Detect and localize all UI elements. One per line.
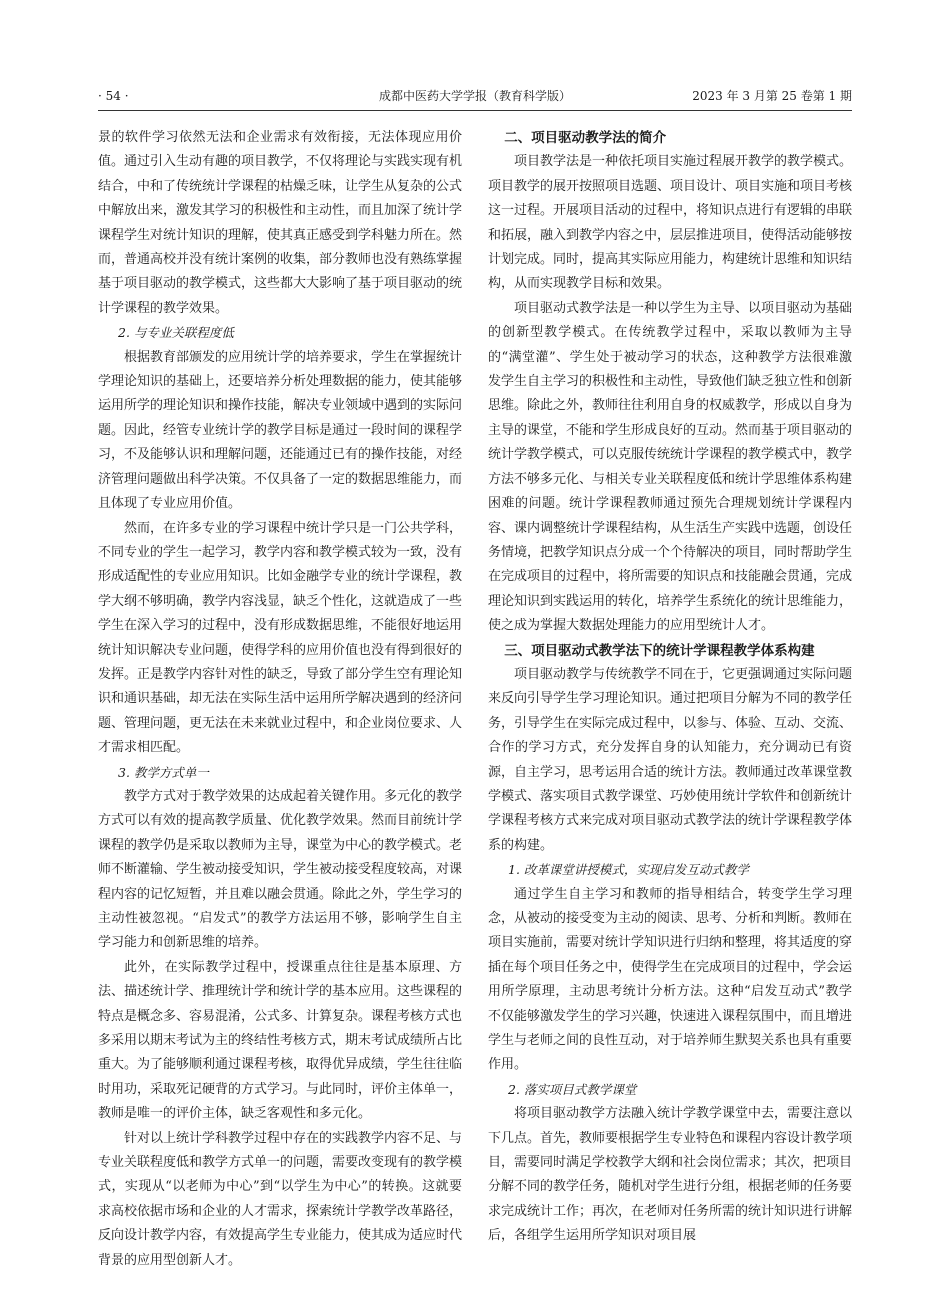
section-heading: 二、项目驱动教学法的简介 — [504, 130, 667, 146]
subsection-heading: 2. 与专业关联程度低 — [118, 325, 234, 341]
section-heading: 三、项目驱动式教学法下的统计学课程教学体系构建 — [504, 642, 815, 659]
paragraph: 此外，在实际教学过程中，授课重点往往是基本原理、方法、描述统计学、推理统计学和统计学的基本应用。这些课程的特点是概念多、容易混淆，公式多、计算复杂。课程考核方式也多采用以期末考试为主的终结性考核方式，期末考试成绩所占比重大。为了能够顺利通过课程考核，取得优异成绩，学生往往临时用功，采取死记硬背的方式学习。与此同时，评价主体单一，教师是唯一的评价主体，缺乏客观性和多元化。 — [98, 959, 462, 1122]
paragraph: 景的软件学习依然无法和企业需求有效衔接，无法体现应用价值。通过引入生动有趣的项目教学，不仅将理论与实践实现有机结合，中和了传统统计学课程的枯燥乏味，让学生从复杂的公式中解放出来，激发其学习的积极性和主动性，而且加深了统计学课程学生对统计知识的理解，使其真正感受到学科魅力所在。然而，普通高校并没有统计案例的收集，部分教师也没有熟练掌握基于项目驱动的教学模式，这些都大大影响了基于项目驱动的统计学课程的教学效果。 — [98, 130, 462, 316]
paragraph: 项目驱动教学与传统教学不同在于，它更强调通过实际问题来反向引导学生学习理论知识。通过把项目分解为不同的教学任务，引导学生在实际完成过程中，以参与、体验、互动、交流、合作的学习方式，充分发挥自身的认知能力，充分调动已有资源，自主学习，思考运用合适的统计方法。教师通过改革课堂教学模式、落实项目式教学课堂、巧妙使用统计学软件和创新统计学课程考核方式来完成对项目驱动式教学法的统计学课程教学体系的构建。 — [488, 666, 852, 853]
paragraph: 教学方式对于教学效果的达成起着关键作用。多元化的教学方式可以有效的提高教学质量、优化教学效果。然而目前统计学课程的教学仍是采取以教师为主导，课堂为中心的教学模式。老师不断灌输、学生被动接受知识，学生被动接受程度较高，对课程内容的记忆短暂，并且难以融会贯通。除此之外，学生学习的主动性被忽视。“启发式”的教学方法运用不够，影响学生自主学习能力和创新思维的培养。 — [98, 788, 462, 951]
issue-info: 2023 年 3 月第 25 卷第 1 期 — [692, 89, 852, 103]
paragraph: 通过学生自主学习和教师的指导相结合，转变学生学习理念，从被动的接受变为主动的阅读、思考、分析和判断。教师在项目实施前，需要对统计学知识进行归纳和整理，将其适度的穿插在每个项目任务之中，使得学生在完成项目的过程中，学会运用所学原理，主动思考统计分析方法。这种“启发互动式”教学不仅能够激发学生的学习兴趣，快速进入课程氛围中，而且增进学生与老师之间的良性互动，对于培养师生默契关系也具有重要作用。 — [488, 886, 852, 1073]
paragraph: 根据教育部颁发的应用统计学的培养要求，学生在掌握统计学理论知识的基础上，还要培养分析处理数据的能力，使其能够运用所学的理论知识和操作技能，解决专业领域中遇到的实际问题。因此，经管专业统计学的教学目标是通过一段时间的课程学习，不及能够认识和理解问题，还能通过已有的操作技能，对经济管理问题做出科学决策。不仅具备了一定的数据思维能力，而且体现了专业应用价值。 — [98, 349, 462, 512]
paragraph: 项目驱动式教学法是一种以学生为主导、以项目驱动为基础的创新型教学模式。在传统教学过程中，采取以教师为主导的“满堂灌”、学生处于被动学习的状态，这种教学方法很难激发学生自主学习的积极性和主动性，导致他们缺乏独立性和创新思维。除此之外，教师往往利用自身的权威教学，形成以自身为主导的课堂，不能和学生形成良好的互动。然而基于项目驱动的统计学教学模式，可以克服传统统计学课程的教学模式中，教学方法不够多元化、与相关专业关联程度低和统计学思维体系构建困难的问题。统计学课程教师通过预先合理规划统计学课程内容、课内调整统计学课程结构，从生活生产实践中选题，创设任务情境，把教学知识点分成一个个待解决的项目，同时帮助学生在完成项目的过程中，将所需要的知识点和技能融会贯通，完成理论知识到实践运用的转化，培养学生系统化的统计思维能力，使之成为掌握大数据处理能力的应用型统计人才。 — [488, 300, 852, 634]
right-column — [488, 126, 852, 1276]
subsection-heading: 1. 改革课堂讲授模式，实现启发互动式教学 — [508, 862, 749, 878]
paragraph: 针对以上统计学科教学过程中存在的实践教学内容不足、与专业关联程度低和教学方式单一的问题，需要改变现有的教学模式，实现从“以老师为中心”到“以学生为中心”的转换。这就要求高校依据市场和企业的人才需求，探索统计学教学改革路径，反向设计教学内容，有效提高学生专业能力，使其成为适应时代背景的应用型创新人才。 — [98, 1130, 462, 1268]
paragraph: 将项目驱动教学方法融入统计学教学课堂中去，需要注意以下几点。首先，教师要根据学生专业特色和课程内容设计教学项目，需要同时满足学校教学大纲和社会岗位需求；其次，把项目分解不同的教学任务，随机对学生进行分组，根据老师的任务要求完成统计工作；再次，在老师对任务所需的统计知识进行讲解后，各组学生运用所学知识对项目展 — [488, 1106, 852, 1244]
paragraph: 然而，在许多专业的学习课程中统计学只是一门公共学科，不同专业的学生一起学习，教学内容和教学模式较为一致，没有形成适配性的专业应用知识。比如金融学专业的统计学课程，教学大纲不够明确，教学内容浅显，缺乏个性化，这就造成了一些学生在深入学习的过程中，没有形成数据思维，不能很好地运用统计知识解决专业问题，使得学科的应用价值也没有得到很好的发挥。正是教学内容针对性的缺乏，导致了部分学生空有理论知识和通识基础，却无法在实际生活中运用所学解决遇到的经济问题、管理问题，更无法在未来就业过程中，和企业岗位要求、人才需求相匹配。 — [98, 520, 462, 756]
left-column — [98, 126, 462, 1276]
subsection-heading: 3. 教学方式单一 — [118, 764, 209, 780]
paragraph: 项目教学法是一种依托项目实施过程展开教学的教学模式。项目教学的展开按照项目选题、项目设计、项目实施和项目考核这一过程。开展项目活动的过程中，将知识点进行有逻辑的串联和拓展，融入到教学内容之中，层层推进项目，使得活动能够按计划完成。同时，提高其实际应用能力，构建统计思维和知识结构，从而实现教学目标和效果。 — [488, 154, 852, 292]
journal-title: 成都中医药大学学报（教育科学版） — [378, 89, 571, 103]
running-header — [98, 86, 852, 111]
subsection-heading: 2. 落实项目式教学课堂 — [508, 1081, 637, 1097]
page-number: · 54 · — [98, 89, 129, 103]
